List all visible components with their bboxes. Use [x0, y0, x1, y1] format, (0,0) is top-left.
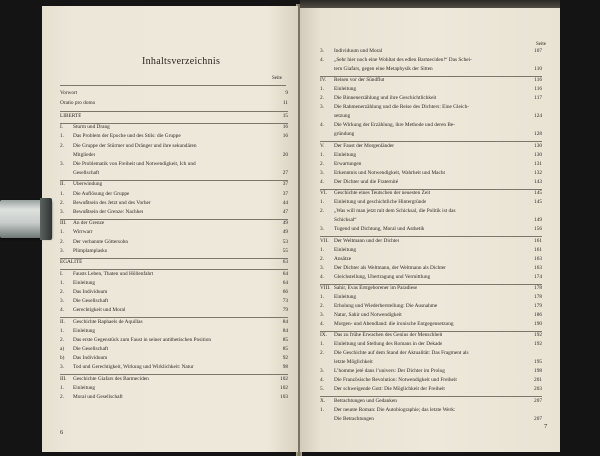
toc-entry — [60, 161, 288, 167]
toc-entry-title: Morgen- und Abendland: die ironische Entgegensetzung — [334, 321, 454, 327]
toc-entry — [320, 303, 542, 309]
toc-entry-number: 2. — [60, 289, 64, 295]
toc-entry-title: Die Französische Revolution: Notwendigkeit und Freiheit — [334, 377, 457, 384]
toc-entry-number: II. — [60, 318, 65, 325]
toc-entry-number: 3. — [320, 169, 324, 176]
toc-entry-title: Erholung und Wiederherstellung: Die Ausnahme — [334, 303, 438, 309]
toc-entry-title: Gerechtigkeit und Moral — [73, 307, 126, 314]
toc-entry — [60, 346, 288, 352]
toc-entry-number: VI. — [320, 190, 327, 197]
toc-entry — [320, 386, 542, 392]
toc-entry — [320, 86, 542, 92]
toc-entry — [320, 226, 542, 232]
toc-entry-page: 163 — [534, 264, 542, 271]
toc-entry-number: 2. — [320, 350, 324, 357]
toc-entry-number: 3. — [320, 104, 324, 111]
toc-entry — [320, 48, 542, 54]
toc-entry-title: Der Dichter und die Fraternité — [334, 178, 399, 185]
toc-entry — [320, 122, 542, 128]
toc-entry-page: 55 — [282, 247, 288, 254]
toc-entry — [60, 394, 288, 400]
toc-entry — [320, 238, 542, 244]
toc-entry-number: 3. — [320, 48, 324, 54]
toc-entry — [320, 179, 542, 185]
toc-entry-number: III. — [60, 375, 67, 382]
toc-entry-title: Der neunte Roman: Die Autobiographie; das letzte Werk: — [334, 406, 456, 413]
toc-entry-number: 2. — [60, 199, 64, 206]
toc-entry-page: 143 — [534, 178, 542, 185]
toc-entry-title: Der Weltmann und der Dichter — [334, 237, 400, 244]
toc-entry — [60, 280, 288, 286]
toc-entry-page: 186 — [534, 312, 542, 318]
toc-entry-title: Erkenntnis und Notwendigkeit, Wahrheit und Macht — [334, 169, 445, 176]
page-title: Inhaltsverzeichnis — [142, 56, 221, 67]
toc-entry-title: Geschichte Giafars des Barmeciden — [73, 375, 149, 382]
toc-entry — [60, 133, 288, 139]
toc-entry-number: 1. — [320, 294, 324, 300]
toc-entry-page: 178 — [534, 285, 542, 291]
toc-entry-number: 3. — [60, 208, 64, 215]
toc-entry — [60, 289, 288, 295]
toc-entry-title: Das Problem der Epoche und des Stils: die Gruppe — [73, 133, 181, 140]
toc-entry-number: 2. — [320, 95, 324, 102]
toc-entry-title: Einleitung — [334, 246, 357, 253]
toc-entry-title: Die Auflösung der Gruppe — [73, 190, 130, 197]
toc-entry-number: 2. — [60, 394, 64, 401]
toc-entry-page: 107 — [534, 48, 542, 54]
toc-entry-page: 15 — [282, 112, 288, 119]
toc-entry-number: I. — [60, 124, 64, 131]
toc-entry-title: Einleitung — [334, 86, 357, 93]
toc-entry-title: Der schweigende Gott: Die Möglichkeit der Freiheit — [334, 386, 445, 393]
toc-entry-number: 1. — [320, 86, 324, 93]
toc-entry-number: 4. — [320, 273, 324, 280]
toc-entry-title: Die Gruppe der Stürmer und Dränger und ihre sekundären — [73, 142, 197, 149]
toc-entry-number: 3. — [320, 264, 324, 271]
toc-entry-number: b) — [60, 355, 65, 362]
toc-entry-number: IV. — [320, 77, 327, 84]
toc-entry-page: 117 — [534, 95, 542, 102]
toc-entry — [320, 190, 542, 196]
toc-entry-page: 128 — [534, 131, 542, 138]
toc-entry-number: 3. — [320, 312, 324, 318]
toc-entry-page: 49 — [282, 229, 288, 236]
toc-entry — [320, 143, 542, 149]
toc-entry-page: 116 — [534, 86, 542, 93]
toc-entry — [60, 191, 288, 197]
toc-entry — [320, 66, 542, 72]
toc-entry-number: II. — [60, 181, 65, 188]
toc-entry-title: Tugend und Dichtung, Moral und Ästhetik — [334, 226, 425, 233]
toc-entry-page: 190 — [534, 321, 542, 327]
toc-entry — [60, 220, 288, 226]
toc-entry — [60, 259, 288, 265]
toc-entry-page: 64 — [282, 279, 288, 286]
toc-entry-title: Überwindung — [73, 181, 103, 188]
toc-entry-title: gründung — [334, 131, 355, 138]
toc-entry — [60, 170, 288, 176]
toc-entry — [320, 131, 542, 137]
toc-entry-page: 163 — [534, 255, 542, 262]
toc-entry-page: 207 — [534, 415, 542, 422]
toc-entry-title: setzung — [334, 113, 351, 120]
toc-entry — [320, 294, 542, 300]
left-page — [42, 6, 298, 452]
toc-entry-number: 2. — [320, 255, 324, 262]
toc-entry-title: Einleitung — [334, 151, 357, 158]
right-page — [300, 8, 560, 452]
toc-entry-page: 37 — [282, 190, 288, 197]
toc-entry-page: 84 — [282, 327, 288, 334]
toc-entry — [60, 328, 288, 334]
toc-entry-page: 9 — [285, 90, 288, 96]
toc-entry-number: 1. — [60, 190, 64, 197]
toc-entry-number: 2. — [320, 208, 324, 215]
toc-entry — [320, 256, 542, 262]
toc-entry-number: VIII. — [320, 285, 331, 291]
page-number: 7 — [544, 423, 548, 430]
toc-entry-title: Der Faust der Morgenländer — [334, 142, 395, 149]
binder-clip-edge — [40, 198, 52, 240]
toc-entry-page: 195 — [534, 359, 542, 366]
toc-entry-number: 3. — [60, 364, 64, 371]
toc-entry-number: 2. — [320, 303, 324, 309]
toc-entry-title: Vorwort — [60, 90, 78, 96]
toc-entry-number: IX. — [320, 332, 327, 339]
toc-entry-number: 4. — [60, 307, 64, 314]
toc-entry-title: Sturm und Drang — [73, 124, 110, 131]
toc-entry — [60, 100, 288, 106]
toc-entry — [60, 229, 288, 235]
toc-entry-page: 131 — [534, 160, 542, 167]
toc-entry-page: 203 — [534, 386, 542, 393]
toc-entry-number: III. — [60, 220, 67, 227]
toc-entry — [320, 332, 542, 338]
toc-entry-number: 3. — [320, 226, 324, 233]
toc-entry-title: Fausts Leben, Thaten und Höllenfahrt — [73, 270, 154, 277]
seite-label: Seite — [272, 76, 282, 81]
toc-entry-page: 192 — [534, 341, 542, 348]
toc-entry-page: 44 — [282, 199, 288, 206]
toc-entry — [60, 307, 288, 313]
toc-entry-page: 207 — [534, 397, 542, 404]
toc-entry — [60, 319, 288, 325]
toc-entry-page: 192 — [534, 332, 542, 339]
toc-entry-page: 156 — [534, 226, 542, 233]
toc-entry-page: 130 — [534, 151, 542, 158]
toc-entry — [60, 385, 288, 391]
toc-entry — [60, 376, 288, 382]
toc-entry — [320, 161, 542, 167]
toc-entry-number: 1. — [320, 199, 324, 206]
toc-entry-title: Bewußtsein der Grenze: Nachher — [73, 208, 144, 215]
toc-entry-number: 4. — [320, 122, 324, 129]
toc-entry — [60, 200, 288, 206]
toc-entry — [320, 247, 542, 253]
toc-entry-title: Die Geschichte auf dem Stand der Aktualität: Das Fragment als — [334, 350, 469, 357]
toc-entry-page: 102 — [280, 375, 288, 382]
toc-entry — [320, 113, 542, 119]
toc-entry-title: Schicksal“ — [334, 217, 357, 224]
toc-entry-page: 110 — [534, 66, 542, 72]
toc-entry-title: Individuum und Moral — [334, 48, 383, 54]
toc-entry-number: 4. — [320, 377, 324, 384]
toc-entry-title: Einleitung — [73, 385, 96, 391]
toc-entry-number: 1. — [60, 385, 64, 391]
toc-entry-title: LIBERTÉ — [60, 112, 82, 119]
toc-entry-number: 1. — [320, 341, 324, 348]
toc-entry-page: 49 — [282, 220, 288, 227]
toc-entry-title: Die Problematik von Freiheit und Notwendigkeit, Ich und — [73, 160, 196, 167]
toc-entry-title: Die Rahmenerzählung und die Reise des Dichters: Eine Gleich- — [334, 104, 470, 111]
toc-entry — [320, 95, 542, 101]
toc-entry-number: 1. — [320, 151, 324, 158]
toc-entry-number: 3. — [320, 368, 324, 375]
toc-entry-title: Wirrwarr — [73, 229, 93, 236]
toc-entry-title: Erwartungen — [334, 160, 362, 167]
toc-entry-page: 161 — [534, 246, 542, 253]
toc-entry-page: 16 — [282, 133, 288, 140]
toc-entry-number: I. — [60, 270, 64, 277]
toc-entry-title: Einleitung — [73, 279, 96, 286]
toc-entry-page: 124 — [534, 113, 542, 120]
toc-entry — [320, 377, 542, 383]
toc-entry — [320, 57, 542, 63]
toc-entry-title: Die Gesellschaft — [73, 298, 109, 305]
toc-entry — [320, 77, 542, 83]
toc-entry-title: Einleitung und Stellung des Romans in der Dekade — [334, 341, 443, 348]
toc-entry — [60, 337, 288, 343]
toc-entry — [60, 113, 288, 119]
toc-entry-title: Natur, Sahir und Notwendigkeit — [334, 312, 402, 318]
toc-entry-title: Die Wirkung der Erzählung, ihre Methode und deren Be- — [334, 122, 456, 129]
toc-entry-number: 1. — [320, 246, 324, 253]
toc-entry — [320, 208, 542, 214]
toc-entry-page: 92 — [282, 355, 288, 362]
toc-entry-title: Einleitung — [73, 327, 96, 334]
toc-entry-page: 130 — [534, 142, 542, 149]
toc-entry-number: 1. — [60, 327, 64, 334]
toc-entry-title: Tod und Gerechtigkeit, Wirkung und Wirklichkeit: Natur — [73, 364, 194, 371]
toc-entry-title: An der Grenze — [73, 220, 105, 227]
toc-entry-title: Gleichstellung, Übertragung und Vermittlung — [334, 273, 431, 280]
toc-entry-page: 16 — [282, 124, 288, 131]
toc-entry-page: 178 — [534, 294, 542, 300]
toc-entry — [320, 398, 542, 404]
toc-entry-page: 37 — [282, 181, 288, 188]
toc-entry-page: 85 — [282, 337, 288, 343]
toc-entry-title: tern Giafars, gegen eine Metaphysik der Sitten — [334, 66, 433, 72]
toc-entry-page: 161 — [534, 237, 542, 244]
toc-entry-number: 1. — [320, 406, 324, 413]
toc-entry-page: 63 — [282, 259, 288, 266]
toc-entry-number: 4. — [320, 57, 324, 63]
toc-entry-title: Sahir, Evas Erstgeborener im Paradiese — [334, 285, 418, 291]
toc-entry-number: a) — [60, 346, 65, 353]
toc-entry-page: 47 — [282, 208, 288, 215]
toc-entry-number: 1. — [60, 279, 64, 286]
toc-entry-page: 103 — [280, 394, 288, 401]
toc-entry-number: 2. — [320, 160, 324, 167]
toc-entry-title: Die Betrachtungen — [334, 415, 374, 422]
toc-entry-page: 174 — [534, 273, 542, 280]
toc-entry-title: Betrachtungen und Gedanken — [334, 397, 397, 404]
toc-entry-title: Mitglieder — [73, 151, 96, 158]
toc-entry — [320, 416, 542, 422]
toc-entry-title: Der verbannte Göttersohn — [73, 238, 129, 245]
toc-entry-number: V. — [320, 142, 325, 149]
toc-entry — [320, 285, 542, 291]
toc-entry-title: Gesellschaft — [73, 169, 100, 176]
toc-entry — [320, 368, 542, 374]
toc-entry-page: 53 — [282, 238, 288, 245]
toc-entry — [320, 350, 542, 356]
toc-entry-title: Das Individuum — [73, 289, 108, 295]
toc-entry — [60, 239, 288, 245]
toc-entry-page: 201 — [534, 377, 542, 384]
toc-entry-title: EGALITÉ — [60, 259, 83, 266]
toc-entry-number: 2. — [60, 238, 64, 245]
toc-entry-page: 27 — [282, 169, 288, 176]
toc-entry — [60, 143, 288, 149]
toc-entry-title: Plimplamplasko — [73, 247, 108, 254]
toc-entry-number: 5. — [320, 386, 324, 393]
toc-entry-number: 4. — [320, 178, 324, 185]
toc-entry-number: 3. — [60, 298, 64, 305]
toc-entry — [60, 271, 288, 277]
toc-entry-title: Das Individuum — [73, 355, 108, 362]
toc-entry — [60, 248, 288, 254]
toc-entry-page: 132 — [534, 169, 542, 176]
toc-entry-page: 145 — [534, 199, 542, 206]
toc-entry — [60, 209, 288, 215]
toc-entry-page: 11 — [282, 100, 288, 107]
toc-entry-number: 2. — [60, 337, 64, 343]
toc-entry-title: Einleitung und geschichtliche Hintergründe — [334, 199, 427, 206]
toc-entry — [320, 152, 542, 158]
toc-entry — [60, 298, 288, 304]
toc-entry — [60, 181, 288, 187]
toc-entry — [320, 407, 542, 413]
toc-entry-title: Einleitung — [334, 294, 357, 300]
toc-entry-page: 85 — [282, 346, 288, 353]
toc-entry-title: Das erste Gegenstück zum Faust in seiner antithetischen Position — [73, 337, 211, 343]
toc-entry — [320, 199, 542, 205]
toc-entry-number: 1. — [60, 229, 64, 236]
toc-entry-title: Die Gesellschaft — [73, 346, 109, 353]
toc-entry — [320, 104, 542, 110]
toc-entry — [320, 170, 542, 176]
header-rule — [60, 85, 286, 86]
toc-entry — [320, 312, 542, 318]
toc-entry — [320, 321, 542, 327]
toc-entry-title: Oratio pro domo — [60, 100, 96, 107]
toc-entry-page: 198 — [534, 368, 542, 375]
toc-entry — [60, 90, 288, 96]
toc-entry-title: Reisen vor der Sündflut — [334, 77, 385, 84]
toc-entry-page: 73 — [282, 298, 288, 305]
toc-entry-title: Moral und Gesellschaft — [73, 394, 123, 401]
toc-entry-title: Ansätze — [334, 255, 352, 262]
toc-entry-number: X. — [320, 397, 326, 404]
toc-entry-title: Die Binnenerzählung und ihre Geschichtlichkeit — [334, 95, 437, 102]
toc-entry-number: VII. — [320, 237, 329, 244]
toc-entry — [320, 359, 542, 365]
toc-entry — [320, 265, 542, 271]
toc-entry-title: letzte Möglichkeit — [334, 359, 373, 366]
toc-entry-title: Geschichte Raphaels de Aquillas — [73, 318, 143, 325]
toc-entry-page: 79 — [282, 307, 288, 314]
toc-entry-title: Bewußtsein des Jetzt und des Vorher — [73, 199, 151, 206]
toc-entry — [60, 364, 288, 370]
toc-entry-title: Geschichte eines Teutschen der neuesten Zeit — [334, 190, 431, 197]
toc-entry-page: 145 — [534, 190, 542, 197]
toc-entry-number: 3. — [60, 247, 64, 254]
toc-entry-page: 20 — [282, 151, 288, 158]
toc-entry — [60, 355, 288, 361]
toc-entry-number: 1. — [60, 133, 64, 140]
toc-entry-page: 179 — [534, 303, 542, 309]
toc-entry — [320, 341, 542, 347]
toc-entry-title: „Was will man jetzt mit dem Schicksal, die Politik ist das — [334, 208, 456, 215]
toc-entry-page: 64 — [282, 270, 288, 277]
toc-entry-page: 66 — [282, 289, 288, 295]
toc-entry-number: 3. — [60, 160, 64, 167]
toc-entry — [60, 124, 288, 130]
toc-entry-page: 102 — [280, 385, 288, 391]
toc-entry-page: 98 — [282, 364, 288, 371]
page-number: 6 — [60, 429, 64, 436]
toc-entry-number: 2. — [60, 142, 64, 149]
toc-entry-title: „Sehr hier noch eine Wohltat des edlen Barmeciden!“ Das Schei- — [334, 57, 472, 63]
toc-entry-title: Der Dichter als Weltmann, der Weltmann als Dichter — [334, 264, 446, 271]
toc-entry-page: 149 — [534, 217, 542, 224]
toc-entry-page: 116 — [534, 77, 542, 84]
toc-entry — [60, 152, 288, 158]
toc-entry-title: L’homme jeté dans l’univers: Der Dichter im Prolog — [334, 368, 445, 375]
seite-label: Seite — [536, 42, 546, 47]
toc-entry — [320, 274, 542, 280]
toc-entry-title: Das zu frühe Erwachen des Genius der Menschheit — [334, 332, 443, 339]
toc-entry-page: 84 — [282, 318, 288, 325]
toc-entry-number: 4. — [320, 321, 324, 327]
toc-entry — [320, 217, 542, 223]
